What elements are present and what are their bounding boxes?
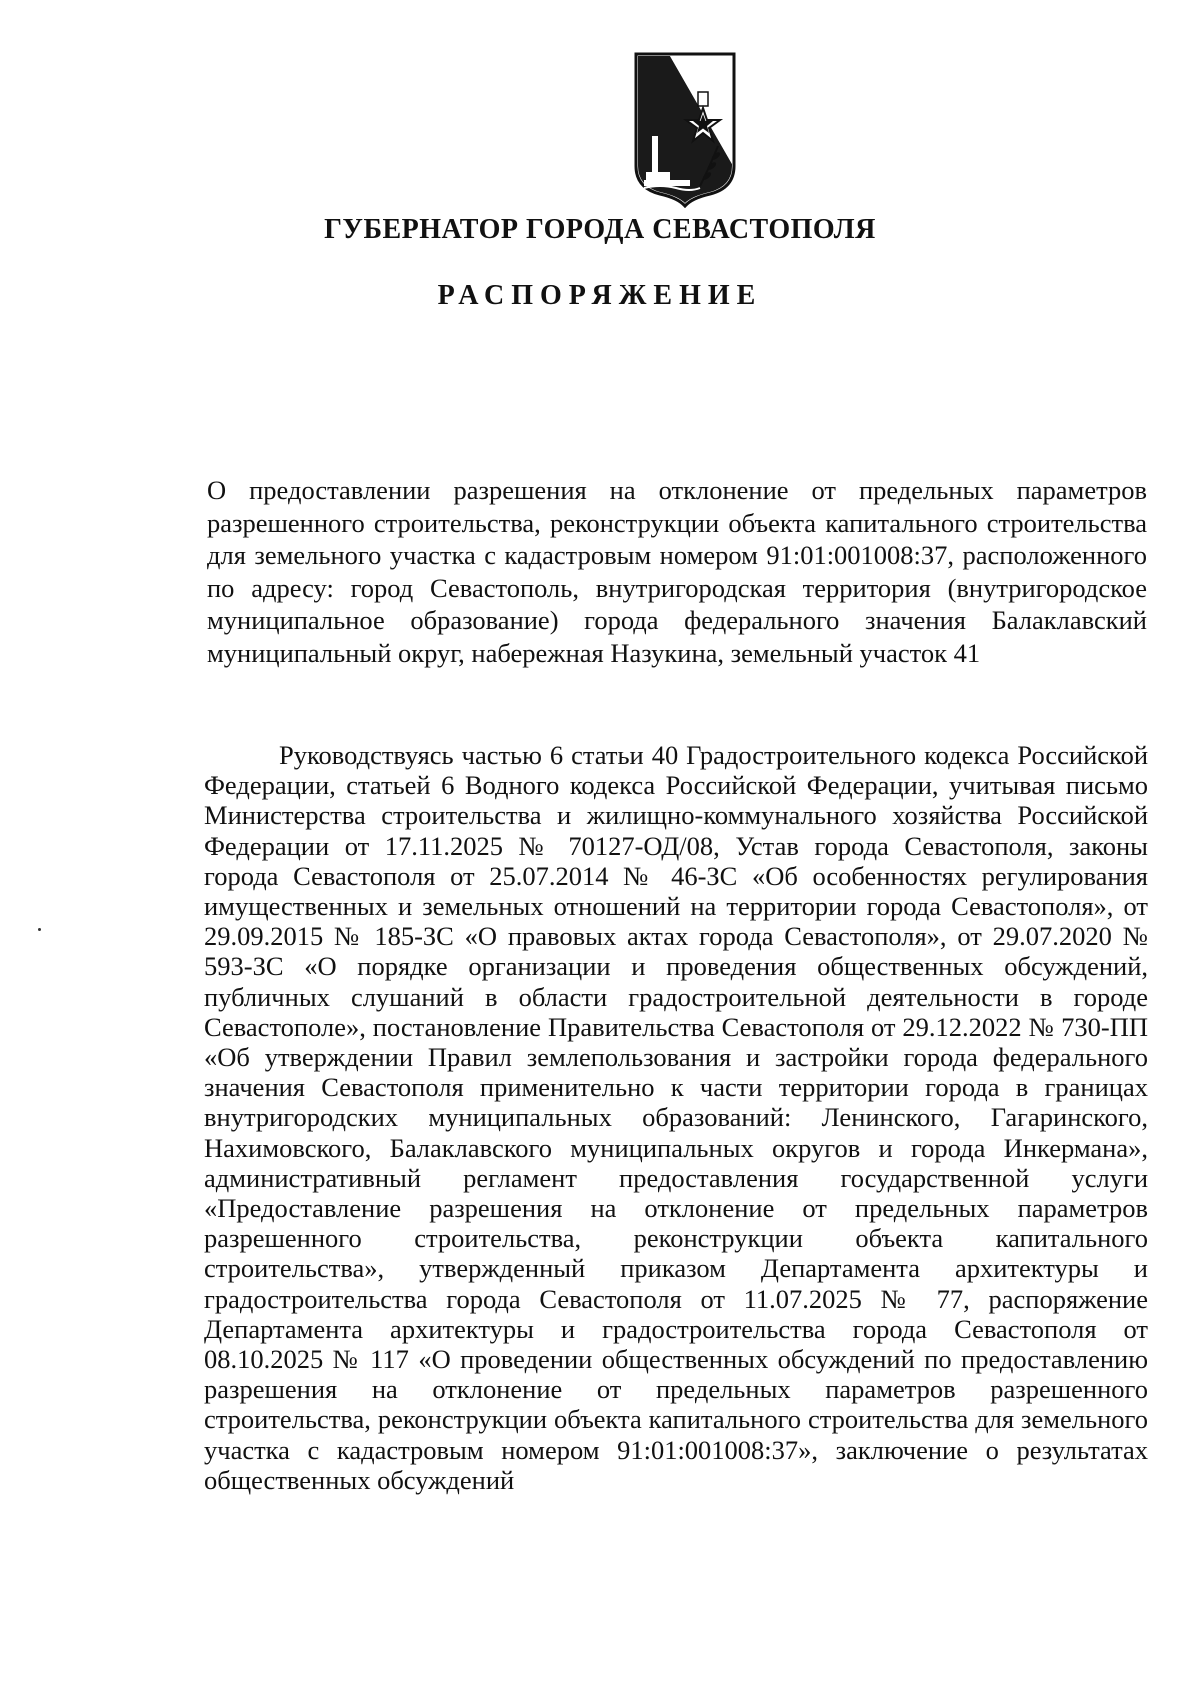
document-body-paragraph: Руководствуясь частью 6 статьи 40 Градостроительного кодекса Российской Федерации, статьей 6 Водного кодекса Российской Федерации, учитывая письмо Министерства строительства и жилищно-коммунального хозяйства Российской Федерации от 17.11.2025 № 70127-ОД/08, Устав города Севастополя, законы города Севастополя от 25.07.2014 № 46-ЗС «Об особенностях регулирования имущественных и земельных отношений на территории города Севастополя», от 29.09.2015 № 185-ЗС «О правовых актах города Севастополя», от 29.07.2020 № 593-ЗС «О порядке организации и проведения общественных обсуждений, публичных слушаний в области градостроительной деятельности в городе Севастополе», постановление Правительства Севастополя от 29.12.2022 № 730-ПП «Об утверждении Правил землепользования и застройки города федерального значения Севастополя применительно к части территории города в границах внутригородских муниципальных образований: Ленинского, Гагаринского, Нахимовского, Балаклавского муниципальных округов и города Инкермана», административный регламент предоставления государственной услуги «Предоставление разрешения на отклонение от предельных параметров разрешенного строительства, реконструкции объекта капитального строительства», утвержденный приказом Департамента архитектуры и градостроительства города Севастополя от 11.07.2025 № 77, распоряжение Департамента архитектуры и градостроительства города Севастополя от 08.10.2025 № 117 «О проведении общественных обсуждений по предоставлению разрешения на отклонение от предельных параметров разрешенного строительства, реконструкции объекта капитального строительства для земельного участка с кадастровым номером 91:01:001008:37», заключение о результатах общественных обсуждений <box>204 740 1148 1495</box>
issuer-title: ГУБЕРНАТОР ГОРОДА СЕВАСТОПОЛЯ <box>324 214 876 245</box>
sevastopol-coat-of-arms-icon <box>630 48 740 208</box>
scan-speck <box>38 928 41 931</box>
document-subject: О предоставлении разрешения на отклонение от предельных параметров разрешенного строительства, реконструкции объекта капитального строительства для земельного участка с кадастровым номером 91:01:001008:37, расположенного по адресу: город Севастополь, внутригородская территория (внутригородское муниципальное образование) города федерального значения Балаклавский муниципальный округ, набережная Назукина, земельный участок 41 <box>207 475 1147 668</box>
document-type-heading: РАСПОРЯЖЕНИЕ <box>437 280 763 311</box>
